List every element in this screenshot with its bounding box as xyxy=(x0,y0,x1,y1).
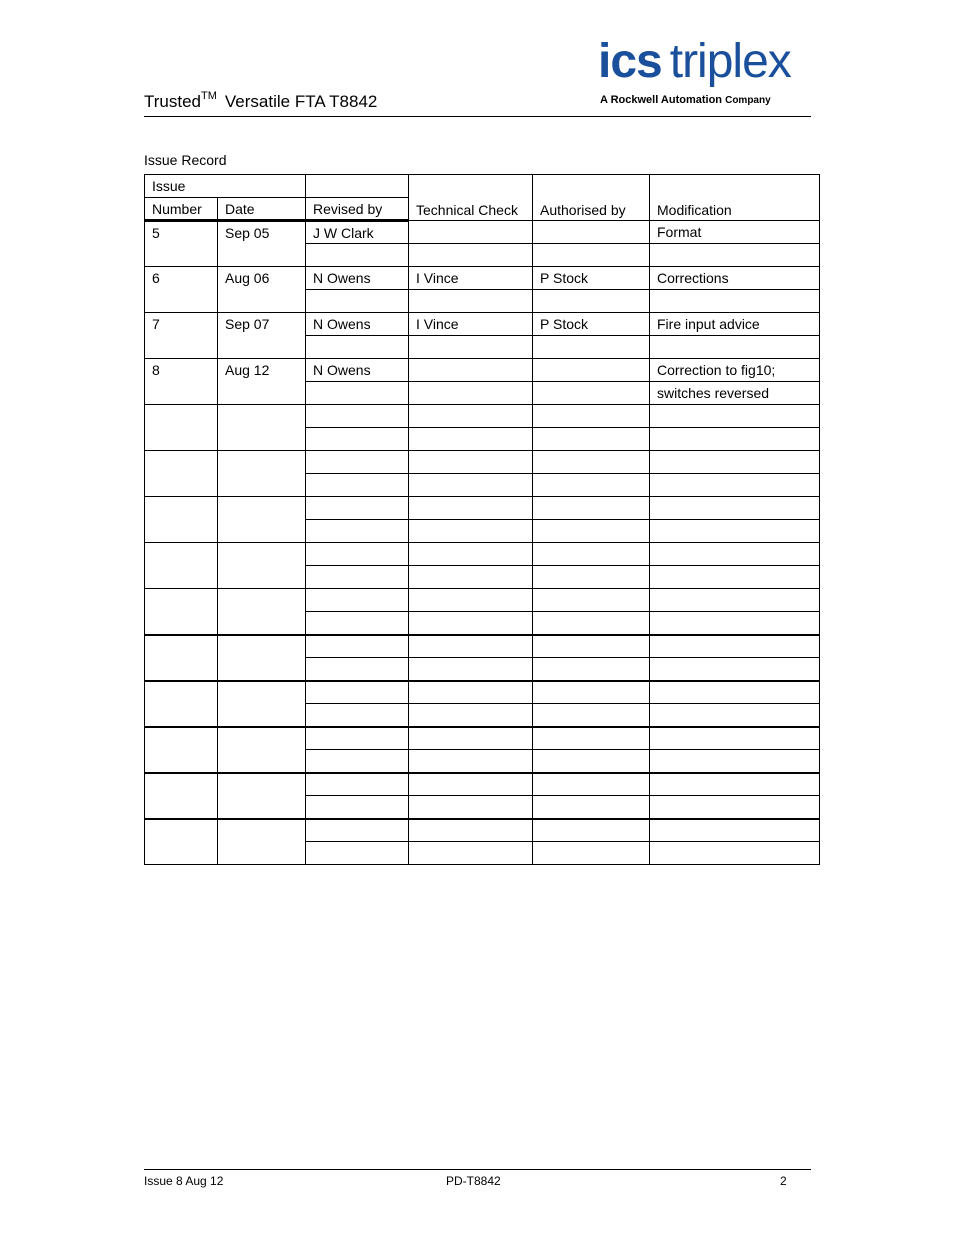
company-logo xyxy=(598,35,812,110)
issue-number-cell xyxy=(145,405,218,451)
technical-check-cell xyxy=(409,612,533,635)
modification-cell: Fire input advice xyxy=(650,313,820,336)
authorised-by-cell xyxy=(533,704,650,727)
authorised-by-cell xyxy=(533,658,650,681)
logo-wordmark xyxy=(598,34,791,90)
modification-cell xyxy=(650,336,820,359)
technical-check-cell xyxy=(409,290,533,313)
authorised-by-cell xyxy=(533,612,650,635)
issue-number-cell xyxy=(145,819,218,865)
technical-check-cell xyxy=(409,428,533,451)
issue-number-cell: 7 xyxy=(145,313,218,359)
authorised-by-cell xyxy=(533,543,650,566)
authorised-by-cell xyxy=(533,405,650,428)
table-row xyxy=(145,543,820,566)
table-row xyxy=(145,359,820,382)
issue-date-cell: Aug 12 xyxy=(218,359,306,405)
technical-check-cell xyxy=(409,727,533,750)
technical-check-cell xyxy=(409,382,533,405)
revised-by-cell xyxy=(306,819,409,842)
issue-number-cell: 8 xyxy=(145,359,218,405)
footer-doc-id: PD-T8842 xyxy=(446,1174,501,1188)
authorised-by-cell xyxy=(533,796,650,819)
revised-by-cell xyxy=(306,290,409,313)
authorised-by-cell xyxy=(533,221,650,244)
revised-by-cell xyxy=(306,589,409,612)
header-divider xyxy=(144,116,811,117)
modification-cell xyxy=(650,589,820,612)
revised-by-cell xyxy=(306,497,409,520)
column-header-modification: Modification xyxy=(650,175,820,221)
modification-cell xyxy=(650,428,820,451)
revised-by-cell xyxy=(306,244,409,267)
modification-cell xyxy=(650,290,820,313)
revised-by-cell: N Owens xyxy=(306,359,409,382)
technical-check-cell xyxy=(409,543,533,566)
table-row xyxy=(145,727,820,750)
revised-by-cell xyxy=(306,451,409,474)
table-row xyxy=(145,497,820,520)
technical-check-cell: I Vince xyxy=(409,267,533,290)
modification-cell: Corrections xyxy=(650,267,820,290)
issue-number-cell: 5 xyxy=(145,221,218,267)
revised-by-cell xyxy=(306,405,409,428)
authorised-by-cell xyxy=(533,336,650,359)
technical-check-cell xyxy=(409,244,533,267)
logo-tagline xyxy=(600,94,771,106)
modification-cell xyxy=(650,244,820,267)
authorised-by-cell xyxy=(533,474,650,497)
technical-check-cell xyxy=(409,359,533,382)
revised-by-cell: N Owens xyxy=(306,313,409,336)
table-row xyxy=(145,589,820,612)
revised-by-cell xyxy=(306,681,409,704)
table-row xyxy=(145,405,820,428)
table-row xyxy=(145,221,820,244)
modification-cell xyxy=(650,819,820,842)
logo-triplex: triplex xyxy=(669,35,791,88)
revised-by-cell xyxy=(306,750,409,773)
modification-cell xyxy=(650,635,820,658)
column-header-revised-by: Revised by xyxy=(306,198,409,221)
authorised-by-cell xyxy=(533,635,650,658)
technical-check-cell xyxy=(409,658,533,681)
table-row xyxy=(145,313,820,336)
technical-check-cell xyxy=(409,451,533,474)
technical-check-cell xyxy=(409,796,533,819)
table-row xyxy=(145,635,820,658)
authorised-by-cell xyxy=(533,566,650,589)
modification-cell xyxy=(650,612,820,635)
authorised-by-cell xyxy=(533,842,650,865)
revised-by-cell xyxy=(306,520,409,543)
authorised-by-cell xyxy=(533,750,650,773)
revised-by-cell xyxy=(306,842,409,865)
trademark-sup: TM xyxy=(201,90,217,102)
technical-check-cell: I Vince xyxy=(409,313,533,336)
modification-cell xyxy=(650,773,820,796)
issue-number-cell xyxy=(145,773,218,819)
title-suffix: Versatile FTA T8842 xyxy=(224,92,378,111)
authorised-by-cell: P Stock xyxy=(533,313,650,336)
modification-cell xyxy=(650,520,820,543)
technical-check-cell xyxy=(409,474,533,497)
revised-by-cell xyxy=(306,704,409,727)
logo-tagline-text: A Rockwell Automation xyxy=(600,94,723,106)
issue-date-cell xyxy=(218,819,306,865)
footer-issue: Issue 8 Aug 12 xyxy=(144,1174,224,1188)
issue-number-cell xyxy=(145,451,218,497)
issue-date-cell: Sep 07 xyxy=(218,313,306,359)
header-empty-cell xyxy=(306,175,409,198)
technical-check-cell xyxy=(409,405,533,428)
modification-cell xyxy=(650,727,820,750)
table-row xyxy=(145,451,820,474)
modification-cell xyxy=(650,842,820,865)
issue-date-cell: Sep 05 xyxy=(218,221,306,267)
issue-date-cell xyxy=(218,405,306,451)
table-row xyxy=(145,267,820,290)
table-row xyxy=(145,819,820,842)
issue-number-cell xyxy=(145,497,218,543)
modification-cell xyxy=(650,405,820,428)
technical-check-cell xyxy=(409,704,533,727)
revised-by-cell xyxy=(306,796,409,819)
issue-number-cell: 6 xyxy=(145,267,218,313)
modification-cell xyxy=(650,796,820,819)
authorised-by-cell xyxy=(533,382,650,405)
issue-number-cell xyxy=(145,635,218,681)
issue-number-cell xyxy=(145,589,218,635)
issue-date-cell xyxy=(218,681,306,727)
technical-check-cell xyxy=(409,566,533,589)
authorised-by-cell xyxy=(533,681,650,704)
table-header-row-1 xyxy=(145,175,820,198)
issue-date-cell xyxy=(218,727,306,773)
revised-by-cell xyxy=(306,635,409,658)
technical-check-cell xyxy=(409,681,533,704)
modification-cell: Correction to fig10; xyxy=(650,359,820,382)
column-header-number: Number xyxy=(145,198,218,221)
authorised-by-cell xyxy=(533,819,650,842)
column-header-authorised-by: Authorised by xyxy=(533,175,650,221)
column-header-date: Date xyxy=(218,198,306,221)
revised-by-cell xyxy=(306,543,409,566)
technical-check-cell xyxy=(409,842,533,865)
revised-by-cell xyxy=(306,474,409,497)
modification-cell xyxy=(650,681,820,704)
authorised-by-cell: P Stock xyxy=(533,267,650,290)
issue-number-cell xyxy=(145,543,218,589)
authorised-by-cell xyxy=(533,520,650,543)
issue-date-cell: Aug 06 xyxy=(218,267,306,313)
title-prefix: Trusted xyxy=(144,92,202,111)
modification-cell xyxy=(650,451,820,474)
revised-by-cell xyxy=(306,727,409,750)
authorised-by-cell xyxy=(533,451,650,474)
technical-check-cell xyxy=(409,589,533,612)
modification-cell: switches reversed xyxy=(650,382,820,405)
modification-cell xyxy=(650,566,820,589)
issue-number-cell xyxy=(145,727,218,773)
authorised-by-cell xyxy=(533,589,650,612)
revised-by-cell xyxy=(306,566,409,589)
modification-cell xyxy=(650,750,820,773)
table-row xyxy=(145,681,820,704)
logo-company-text: Company xyxy=(725,95,771,106)
revised-by-cell xyxy=(306,612,409,635)
issue-number-cell xyxy=(145,681,218,727)
footer-page-number: 2 xyxy=(780,1174,787,1188)
technical-check-cell xyxy=(409,819,533,842)
authorised-by-cell xyxy=(533,290,650,313)
technical-check-cell xyxy=(409,221,533,244)
document-title xyxy=(144,90,377,112)
issue-header-cell: Issue xyxy=(145,175,306,198)
authorised-by-cell xyxy=(533,428,650,451)
technical-check-cell xyxy=(409,497,533,520)
logo-ics: ics xyxy=(598,35,662,88)
section-title: Issue Record xyxy=(144,152,227,168)
issue-date-cell xyxy=(218,543,306,589)
issue-date-cell xyxy=(218,497,306,543)
authorised-by-cell xyxy=(533,244,650,267)
modification-cell xyxy=(650,543,820,566)
revised-by-cell xyxy=(306,773,409,796)
issue-date-cell xyxy=(218,451,306,497)
issue-record-table xyxy=(144,174,820,865)
authorised-by-cell xyxy=(533,359,650,382)
revised-by-cell xyxy=(306,658,409,681)
technical-check-cell xyxy=(409,635,533,658)
revised-by-cell xyxy=(306,382,409,405)
column-header-technical-check: Technical Check xyxy=(409,175,533,221)
modification-cell xyxy=(650,704,820,727)
modification-cell xyxy=(650,474,820,497)
issue-date-cell xyxy=(218,635,306,681)
revised-by-cell xyxy=(306,336,409,359)
table-row xyxy=(145,773,820,796)
issue-date-cell xyxy=(218,773,306,819)
footer-divider xyxy=(144,1169,811,1170)
revised-by-cell: J W Clark xyxy=(306,221,409,244)
technical-check-cell xyxy=(409,520,533,543)
revised-by-cell xyxy=(306,428,409,451)
authorised-by-cell xyxy=(533,727,650,750)
technical-check-cell xyxy=(409,750,533,773)
issue-date-cell xyxy=(218,589,306,635)
modification-cell xyxy=(650,658,820,681)
technical-check-cell xyxy=(409,336,533,359)
technical-check-cell xyxy=(409,773,533,796)
authorised-by-cell xyxy=(533,773,650,796)
modification-cell: Format xyxy=(650,221,820,244)
authorised-by-cell xyxy=(533,497,650,520)
modification-cell xyxy=(650,497,820,520)
revised-by-cell: N Owens xyxy=(306,267,409,290)
